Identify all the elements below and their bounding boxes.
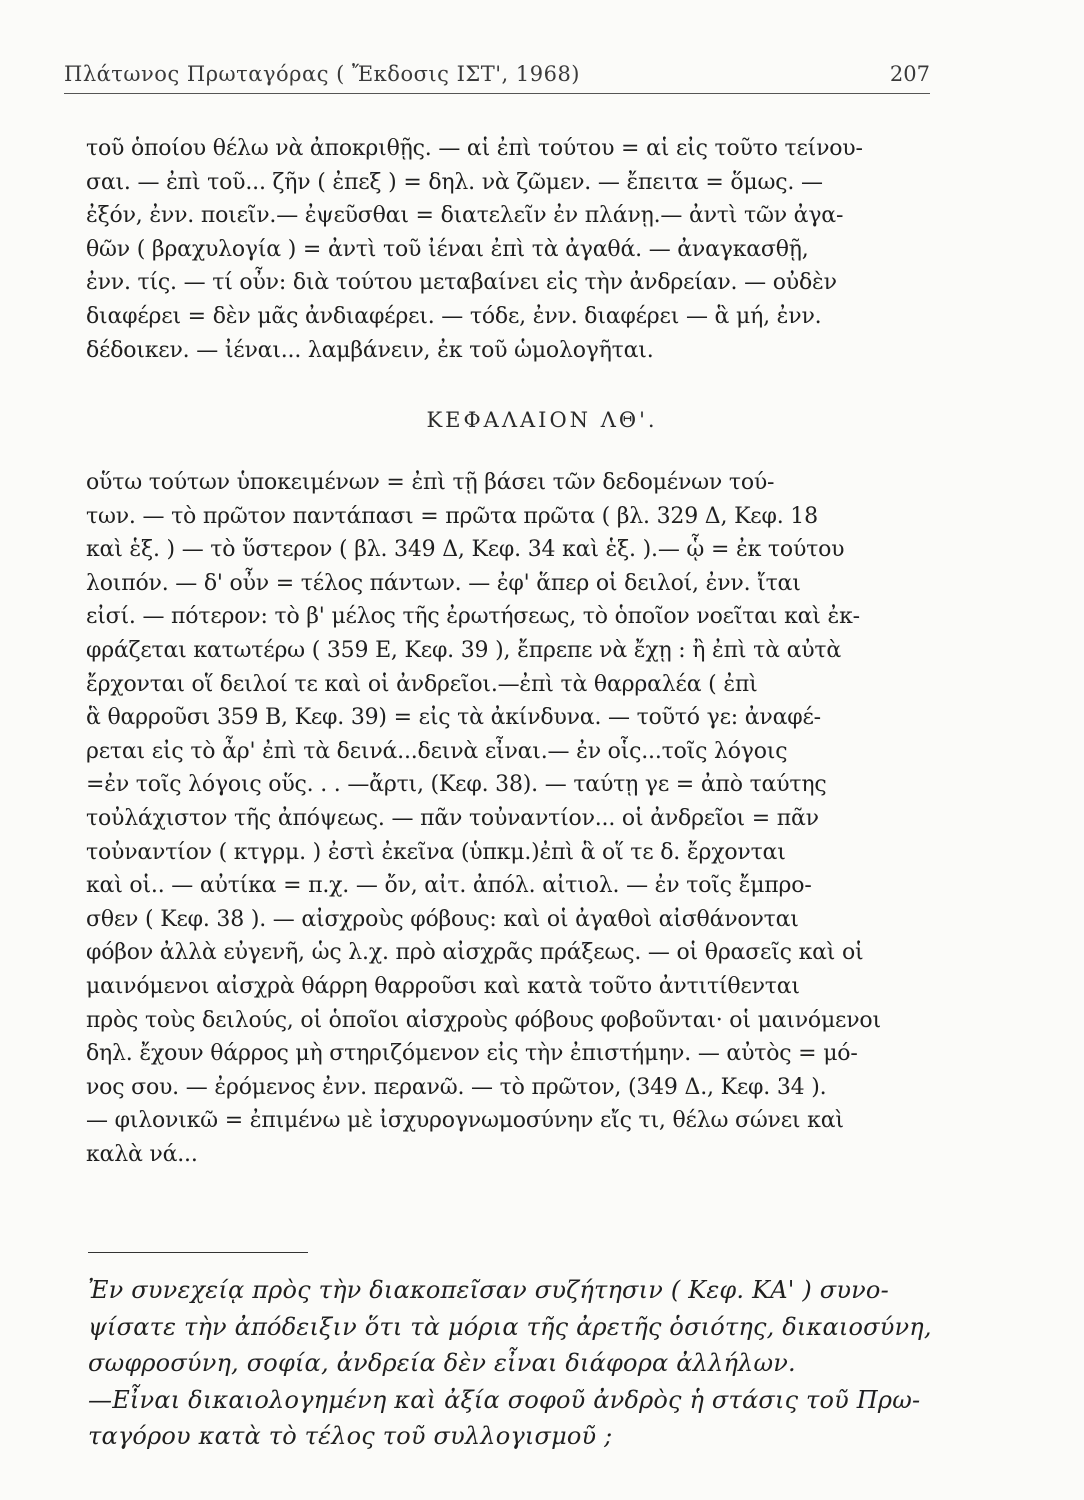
text-line: ἔρχονται οἵ δειλοί τε καὶ οἱ ἀνδρεῖοι.—ἐπὶ τὰ θαρραλέα ( ἐπὶ (86, 671, 758, 697)
text-line: ἐξόν, ἐνν. ποιεῖν.— ἐψεῦσθαι = διατελεῖν ἐν πλάνῃ.— ἀντὶ τῶν ἀγα- (86, 203, 844, 229)
text-line: — φιλονικῶ = ἐπιμένω μὲ ἰσχυρογνωμοσύνην εἴς τι, θέλω σώνει καὶ (86, 1108, 844, 1134)
text-line: φράζεται κατωτέρω ( 359 Ε, Κεφ. 39 ), ἔπρεπε νὰ ἔχῃ : ἢ ἐπὶ τὰ αὐτὰ (86, 637, 842, 663)
text-line: εἰσί. — πότερον: τὸ β' μέλος τῆς ἐρωτήσεως, τὸ ὁποῖον νοεῖται καὶ ἐκ- (86, 604, 860, 630)
text-line: καὶ ἑξ. ) — τὸ ὕστερον ( βλ. 349 Δ, Κεφ. 34 καὶ ἑξ. ).— ᾧ = ἐκ τούτου (86, 537, 845, 563)
text-line: ἐνν. τίς. — τί οὖν: διὰ τούτου μεταβαίνει εἰς τὴν ἀνδρείαν. — οὐδὲν (86, 270, 837, 296)
text-line: σαι. — ἐπὶ τοῦ... ζῆν ( ἐπεξ ) = δηλ. νὰ ζῶμεν. — ἔπειτα = ὅμως. — (86, 169, 823, 195)
review-questions (88, 1272, 954, 1455)
text-line: των. — τὸ πρῶτον παντάπασι = πρῶτα πρῶτα ( βλ. 329 Δ, Κεφ. 18 (86, 503, 818, 529)
running-title: Πλάτωνος Πρωταγόρας ( Ἔκδοσις ΙΣΤ', 1968) (64, 62, 580, 86)
text-line: ἃ θαρροῦσι 359 Β, Κεφ. 39) = εἰς τὰ ἀκίνδυνα. — τοῦτό γε: ἀναφέ- (86, 705, 821, 731)
text-line: δηλ. ἔχουν θάρρος μὴ στηριζόμενον εἰς τὴν ἐπιστήμην. — αὐτὸς = μό- (86, 1041, 858, 1067)
text-line: τοὐλάχιστον τῆς ἀπόψεως. — πᾶν τοὐναντίον... οἱ ἀνδρεῖοι = πᾶν (86, 805, 819, 831)
text-line: διαφέρει = δὲν μᾶς ἀνδιαφέρει. — τόδε, ἐνν. διαφέρει — ἃ μή, ἐνν. (86, 303, 822, 329)
text-line: καλὰ νά... (86, 1141, 198, 1167)
chapter-heading: ΚΕΦΑΛΑΙΟΝ ΛΘ'. (426, 408, 658, 432)
question-line: ταγόρου κατὰ τὸ τέλος τοῦ συλλογισμοῦ ; (88, 1422, 613, 1450)
page-number: 207 (889, 62, 930, 86)
section-divider (88, 1252, 308, 1253)
text-line: καὶ οἱ.. — αὐτίκα = π.χ. — ὄν, αἰτ. ἀπόλ. αἰτιολ. — ἐν τοῖς ἔμπρο- (86, 873, 812, 899)
page-header (64, 60, 930, 94)
text-line: λοιπόν. — δ' οὖν = τέλος πάντων. — ἐφ' ἅπερ οἱ δειλοί, ἐνν. ἴται (86, 570, 801, 596)
question-line: ψίσατε τὴν ἀπόδειξιν ὅτι τὰ μόρια τῆς ἀρετῆς ὁσιότης, δικαιοσύνη, (88, 1312, 932, 1341)
notes-main (86, 466, 942, 1171)
text-line: τοῦ ὁποίου θέλω νὰ ἀποκριθῇς. — αἱ ἐπὶ τούτου = αἱ εἰς τοῦτο τείνου- (86, 136, 863, 161)
question-line: Ἐν συνεχείᾳ πρὸς τὴν διακοπεῖσαν συζήτησιν ( Κεφ. ΚΑ' ) συνο- (88, 1276, 889, 1304)
notes-top (86, 132, 942, 367)
text-line: πρὸς τοὺς δειλούς, οἱ ὁποῖοι αἰσχροὺς φόβους φοβοῦνται· οἱ μαινόμενοι (86, 1007, 881, 1033)
text-line: οὕτω τούτων ὑποκειμένων = ἐπὶ τῇ βάσει τῶν δεδομένων τού- (86, 470, 775, 495)
text-line: θῶν ( βραχυλογία ) = ἀντὶ τοῦ ἰέναι ἐπὶ τὰ ἀγαθά. — ἀναγκασθῇ, (86, 236, 809, 262)
question-line: σωφροσύνη, σοφία, ἀνδρεία δὲν εἶναι διάφορα ἀλλήλων. (88, 1349, 796, 1377)
text-line: ρεται εἰς τὸ ἆρ' ἐπὶ τὰ δεινά...δεινὰ εἶναι.— ἐν οἷς...τοῖς λόγοις (86, 738, 788, 764)
text-line: δέδοικεν. — ἰέναι... λαμβάνειν, ἐκ τοῦ ὡμολογῆται. (86, 337, 654, 363)
text-line: φόβον ἀλλὰ εὐγενῆ, ὡς λ.χ. πρὸ αἰσχρᾶς πράξεως. — οἱ θρασεῖς καὶ οἱ (86, 940, 864, 966)
text-line: σθεν ( Κεφ. 38 ). — αἰσχροὺς φόβους: καὶ οἱ ἀγαθοὶ αἰσθάνονται (86, 906, 799, 932)
header-rule (64, 93, 930, 94)
text-line: μαινόμενοι αἰσχρὰ θάρρη θαρροῦσι καὶ κατὰ τοῦτο ἀντιτίθενται (86, 973, 800, 999)
text-line: νος σου. — ἐρόμενος ἐνν. περανῶ. — τὸ πρῶτον, (349 Δ., Κεφ. 34 ). (86, 1074, 827, 1100)
text-line: τοὐναντίον ( κτγρμ. ) ἐστὶ ἐκεῖνα (ὑπκμ.)ἐπὶ ἃ οἵ τε δ. ἔρχονται (86, 839, 786, 865)
question-line: —Εἶναι δικαιολογημένη καὶ ἀξία σοφοῦ ἀνδρὸς ἡ στάσις τοῦ Πρω- (88, 1385, 921, 1414)
text-line: =ἐν τοῖς λόγοις οὕς. . . —ἄρτι, (Κεφ. 38). — ταύτῃ γε = ἀπὸ ταύτης (86, 772, 827, 798)
